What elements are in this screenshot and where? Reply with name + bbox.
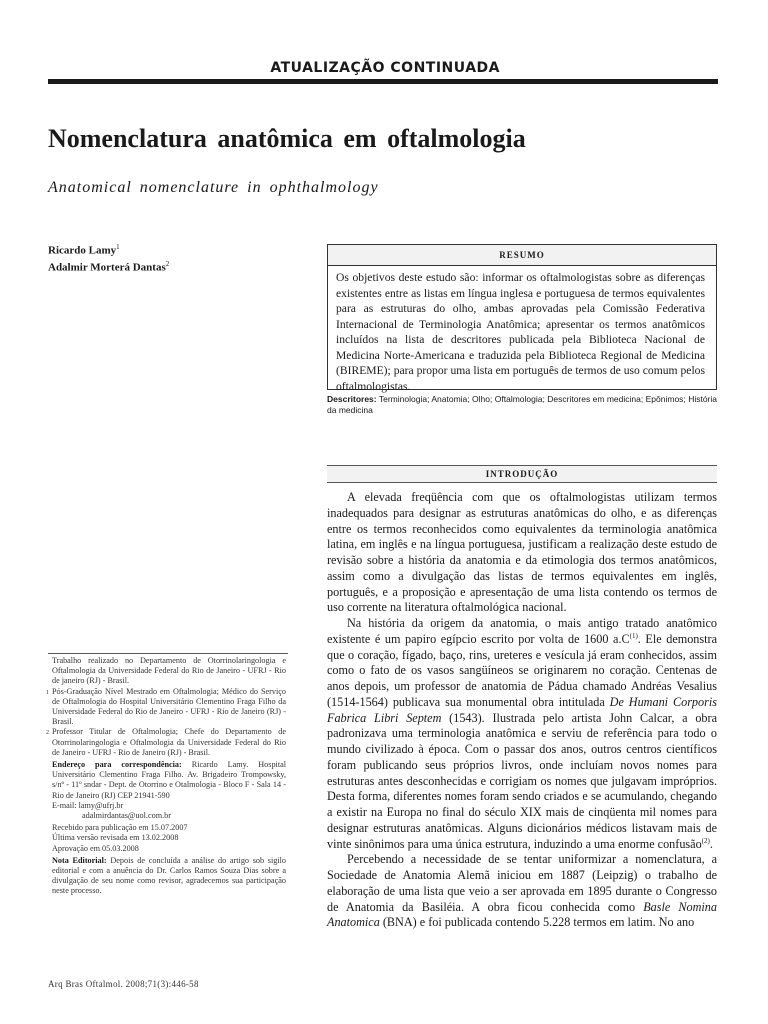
footnote-1: 1 Pós-Graduação Nível Mestrado em Oftalmologia; Médico do Serviço de Oftalmologia do Hospital Universitário Clementino Fraga Filho da Universidade Federal do Rio de Janeiro - UFRJ - Rio de Janeiro (RJ) - Brasil.	[46, 686, 286, 727]
keywords	[327, 394, 717, 416]
section-label: ATUALIZAÇÃO CONTINUADA	[270, 60, 500, 76]
introduction-heading: INTRODUÇÃO	[327, 465, 717, 483]
journal-citation: Arq Bras Oftalmol. 2008;71(3):446-58	[48, 979, 199, 989]
paragraph: A elevada freqüência com que os oftalmologistas utilizam termos inadequados para designar as estruturas anatômicas do olho, e as diferenças entre os termos reconhecidos como equivalentes da terminologia anatômica latina, em inglês e na língua portuguesa, justificam a realização deste estudo de revisão sobre a história da anatomia e da etimologia dos termos anatômicos, assim como a divulgação das listas de termos equivalentes em inglês, português, e a proposição e apresentação de uma lista contendo os termos de uso corrente na literatura oftalmológica nacional.	[327, 490, 717, 615]
footnote-2: 2 Professor Titular de Oftalmologia; Chefe do Departamento de Otorrinolaringologia e Oftalmologia da Universidade Federal do Rio de Janeiro - UFRJ - Rio de Janeiro (RJ) - Brasil.	[46, 727, 286, 757]
author-list	[48, 241, 169, 274]
email-primary[interactable]: E-mail: lamy@ufrj.br	[52, 800, 124, 810]
author-name: Ricardo Lamy$^1$	[48, 243, 120, 257]
revised-date: Última versão revisada em 13.02.2008	[52, 833, 179, 843]
keywords-text: Terminologia; Anatomia; Olho; Oftalmologia; Descritores em medicina; Epônimos; História da medicina	[327, 394, 718, 415]
article-title: Nomenclatura anatômica em oftalmologia	[48, 124, 526, 153]
correspondence-address: Endereço para correspondência: Ricardo Lamy. Hospital Universitário Clementino Fraga Filho. Av. Brigadeiro Trompowsky, s/nº - 11º sndar - Dept. de Otorrino e Otalmologia - Bloco F - Sala 14 - Rio de Janeiro (RJ) CEP 21941-590	[52, 760, 287, 800]
keywords-label: Descritores:	[327, 394, 377, 404]
paragraph: Na história da origem da anatomia, o mais antigo tratado anatômico existente é um papiro egípcio escrito por volta de 1600 $a.C^{(1)}$. Ele demonstra que o coração, fígado, baço, rins, ureteres e vesícula já eram conhecidos, assim como o fato de os vasos sangüíneos se originarem no coração. Centenas de anos depois, um professor de anatomia de Pádua chamado Andréas Vesalius (1514-1564) publicava sua monumental obra intitulada De Humani Corporis Fabrica Libri Septem (1543). Ilustrada pelo artista John Calcar, a obra padronizava uma terminologia anatômica e serviu de referência para todo o mundo civilizado à época. Com o passar dos anos, outros centros científicos foram publicando seus próprios livros, onde incluíam novos nomes para estruturas antes desconhecidas e corrigiam os nomes que julgavam impróprios. Desta forma, diferentes nomes foram sendo criados e se acumulando, chegando a existir na Europa no final do século XIX mais de cinqüenta mil nomes para designar estruturas anatômicas. Alguns dicionários médicos listavam mais de vinte sinônimos para uma única estrutura, induzindo a uma enorme confusão$^{(2)}$.	[327, 616, 717, 851]
abstract-heading: RESUMO	[328, 245, 716, 266]
abstract-box	[327, 244, 717, 393]
approved-date: Aprovação em 05.03.2008	[52, 843, 139, 853]
notes-divider	[48, 653, 288, 654]
abstract-text: Os objetivos deste estudo são: informar os oftalmologistas sobre as diferenças existentes entre as listas em língua inglesa e portuguesa de termos equivalentes para as estruturas do olho, ambas aprovadas pela Comissão Federativa Internacional de Terminologia Anatômica; apresentar os termos anatômicos incluídos na lista de descritores publicada pela Biblioteca Nacional de Medicina Norte-Americana e traduzida pela Biblioteca Regional de Medicina (BIREME); para propor uma lista em português de termos de uso comum pelos oftalmologistas.	[336, 271, 705, 393]
footnote-work: Trabalho realizado no Departamento de Otorrinolaringologia e Oftalmologia da Universidade Federal do Rio de Janeiro - UFRJ - Rio de janeiro (RJ) - Brasil.	[52, 656, 286, 686]
reference-marker[interactable]: (1)	[629, 631, 638, 640]
received-date: Recebido para publicação em 15.07.2007	[52, 823, 188, 833]
reference-marker[interactable]: (2)	[701, 836, 710, 845]
editorial-note: Nota Editorial: Depois de concluída a análise do artigo sob sigilo editorial e com a anuência do Dr. Carlos Ramos Souza Dias sobre a divulgação de seu nome como revisor, agradecemos sua participação neste processo.	[52, 855, 286, 896]
header-rule	[48, 79, 718, 84]
paragraph: Percebendo a necessidade de se tentar uniformizar a nomenclatura, a Sociedade de Anatomia Alemã iniciou em 1887 (Leipzig) o trabalho de elaboração de uma lista que veio a ser aprovada em 1895 durante o Congresso de Anatomia da Basiléia. A obra ficou conhecida como Basle Nomina Anatomica (BNA) e foi publicada contendo 5.228 termos em latim. No ano	[327, 852, 717, 930]
introduction-body	[327, 490, 717, 931]
email-secondary[interactable]: adalmirdantas@uol.com.br	[82, 811, 171, 821]
author-name: Adalmir Morterá Dantas$^2$	[48, 259, 170, 274]
footnotes	[46, 656, 287, 897]
article-subtitle: Anatomical nomenclature in ophthalmology	[48, 179, 379, 196]
